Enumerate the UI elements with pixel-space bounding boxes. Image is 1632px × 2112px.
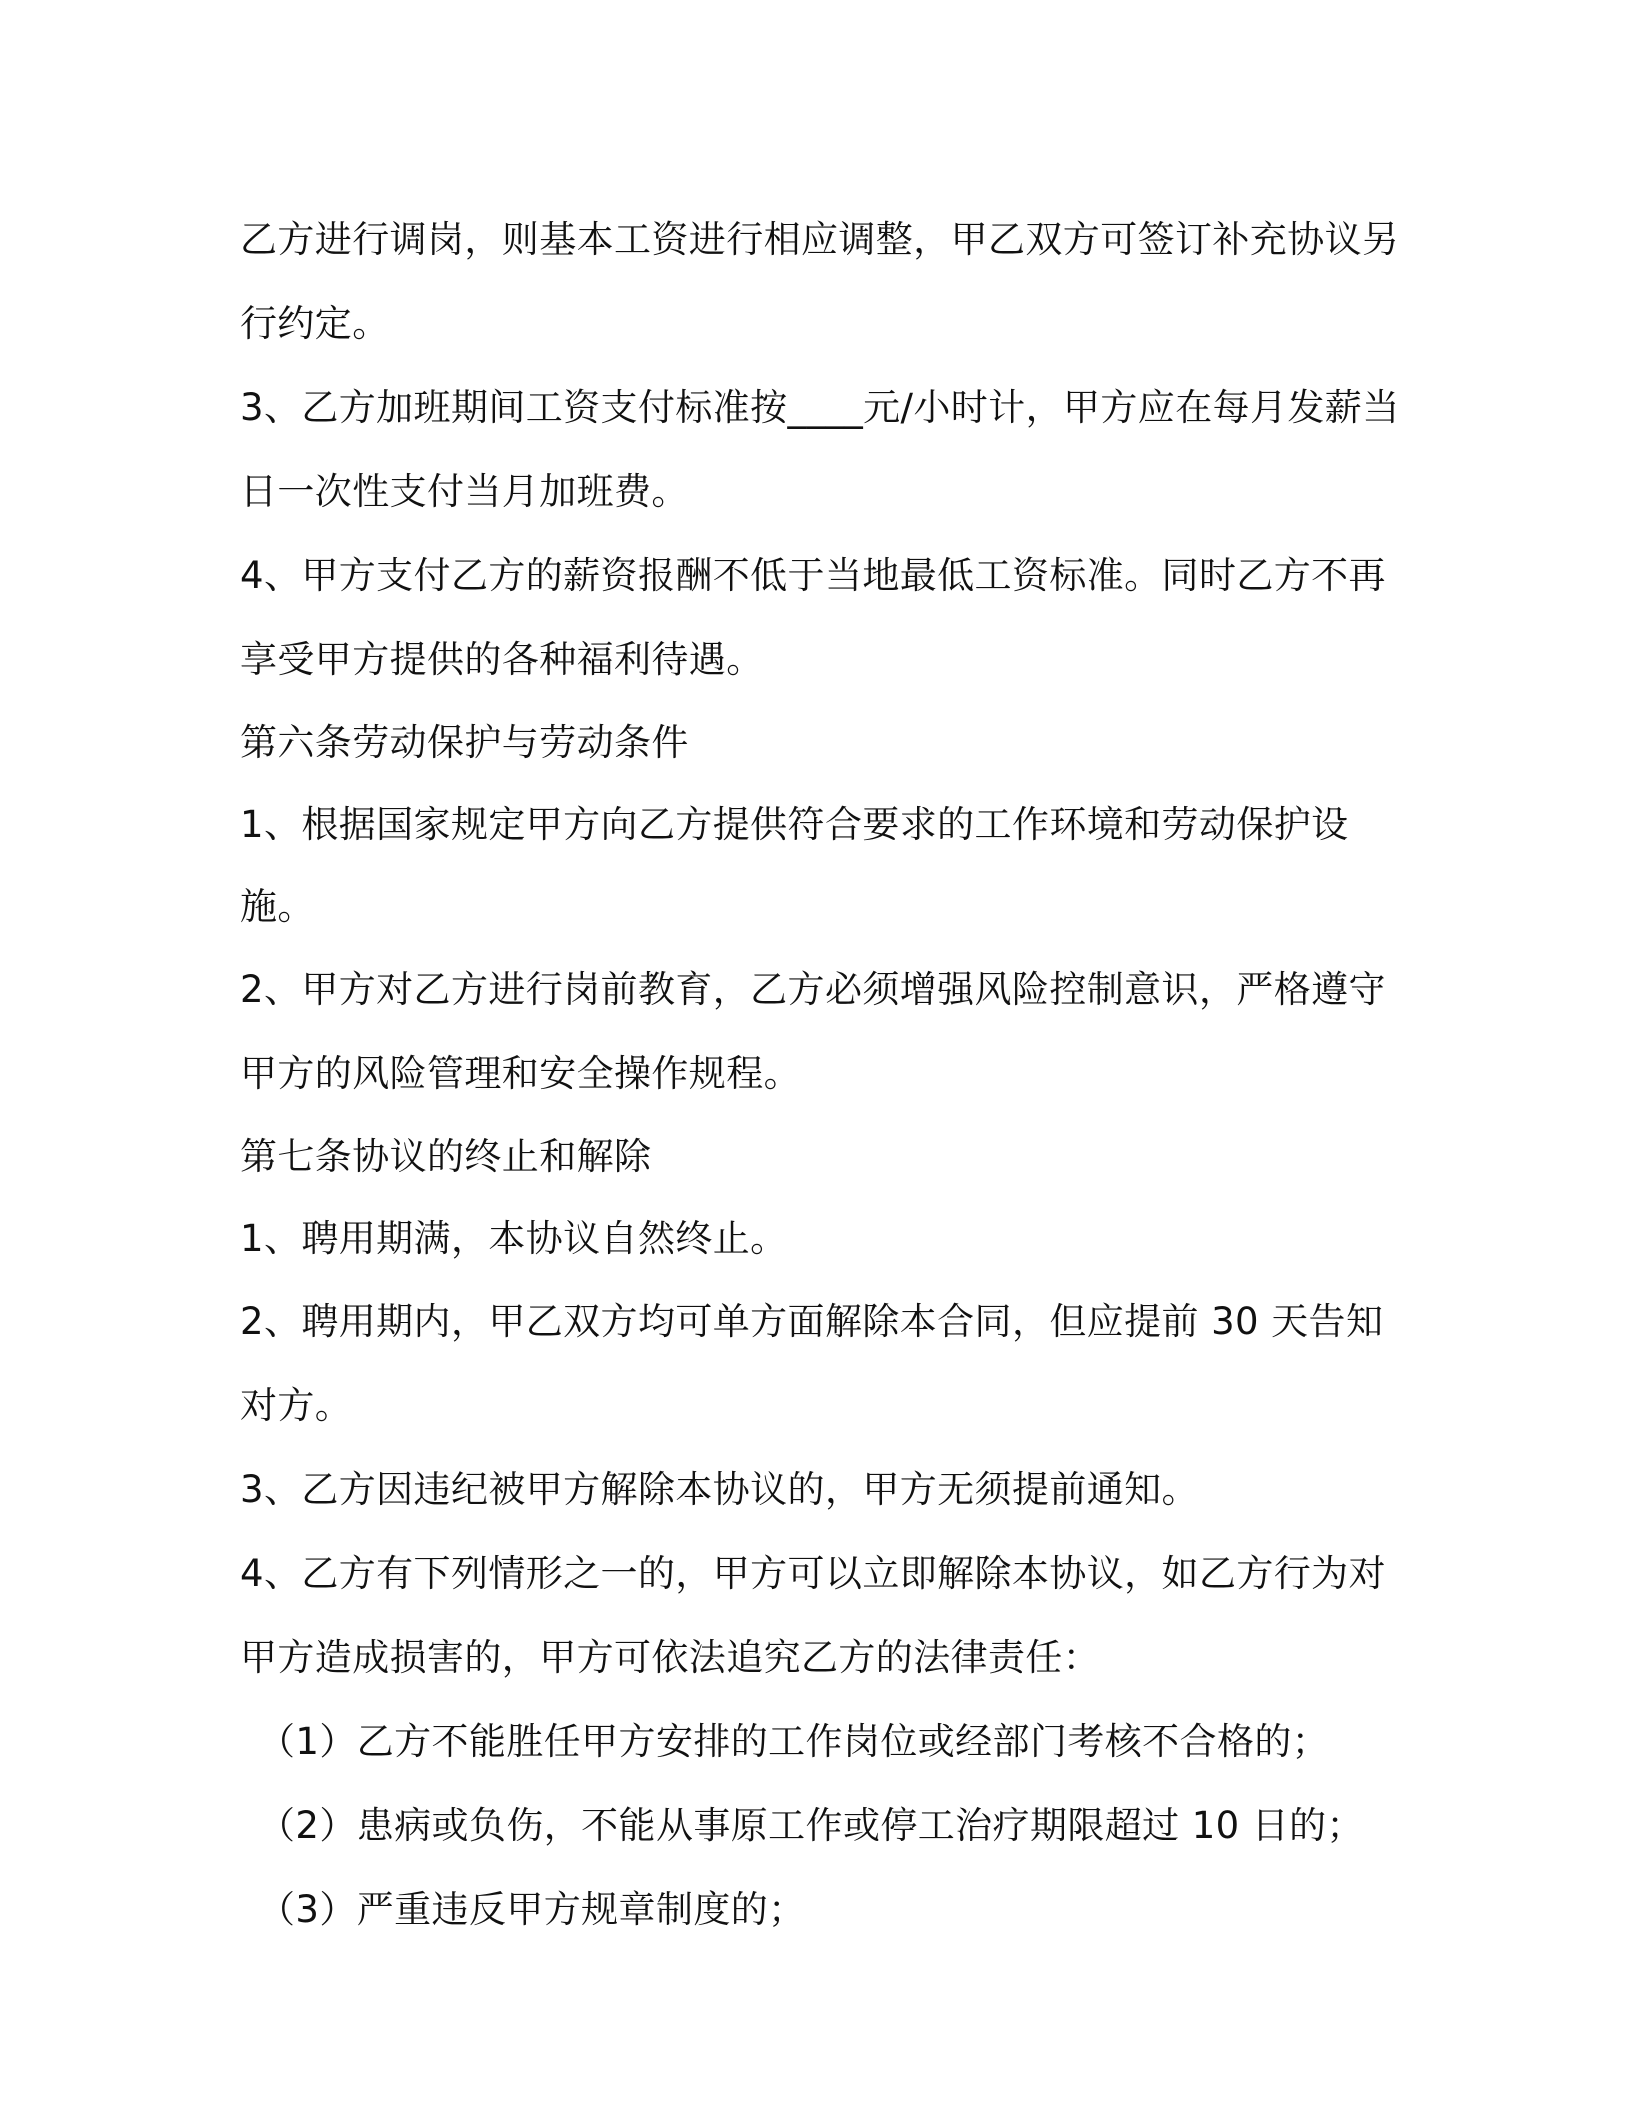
- paragraph-minimum-wage: 4、甲方支付乙方的薪资报酬不低于当地最低工资标准。同时乙方不再享受甲方提供的各种福利待遇。: [240, 554, 1386, 681]
- paragraph-work-environment: 1、根据国家规定甲方向乙方提供符合要求的工作环境和劳动保护设施。: [240, 803, 1349, 928]
- section-heading-article-7: 第七条协议的终止和解除: [240, 1135, 652, 1178]
- paragraph-unilateral-termination: 2、聘用期内，甲乙双方均可单方面解除本合同，但应提前 30 天告知对方。: [240, 1300, 1384, 1427]
- paragraph-overtime-pay: 3、乙方加班期间工资支付标准按____元/小时计，甲方应在每月发薪当日一次性支付当月加班费。: [240, 386, 1400, 513]
- paragraph-pre-job-education: 2、甲方对乙方进行岗前教育，乙方必须增强风险控制意识，严格遵守甲方的风险管理和安全操作规程。: [240, 968, 1386, 1095]
- paragraph-immediate-termination: 4、乙方有下列情形之一的，甲方可以立即解除本协议，如乙方行为对甲方造成损害的，甲方可依法追究乙方的法律责任：: [240, 1552, 1386, 1679]
- section-heading-article-6: 第六条劳动保护与劳动条件: [240, 721, 689, 764]
- document-body: [240, 198, 1400, 1952]
- paragraph-term-expiry: 1、聘用期满，本协议自然终止。: [240, 1217, 788, 1260]
- list-item-incompetence: （1）乙方不能胜任甲方安排的工作岗位或经部门考核不合格的；: [258, 1720, 1330, 1763]
- list-item-illness-injury: （2）患病或负伤，不能从事原工作或停工治疗期限超过 10 日的；: [258, 1804, 1364, 1847]
- paragraph-disciplinary-termination: 3、乙方因违纪被甲方解除本协议的，甲方无须提前通知。: [240, 1468, 1199, 1511]
- list-item-rule-violation: （3）严重违反甲方规章制度的；: [258, 1888, 806, 1931]
- paragraph-salary-adjustment: 乙方进行调岗，则基本工资进行相应调整，甲乙双方可签订补充协议另行约定。: [240, 218, 1400, 345]
